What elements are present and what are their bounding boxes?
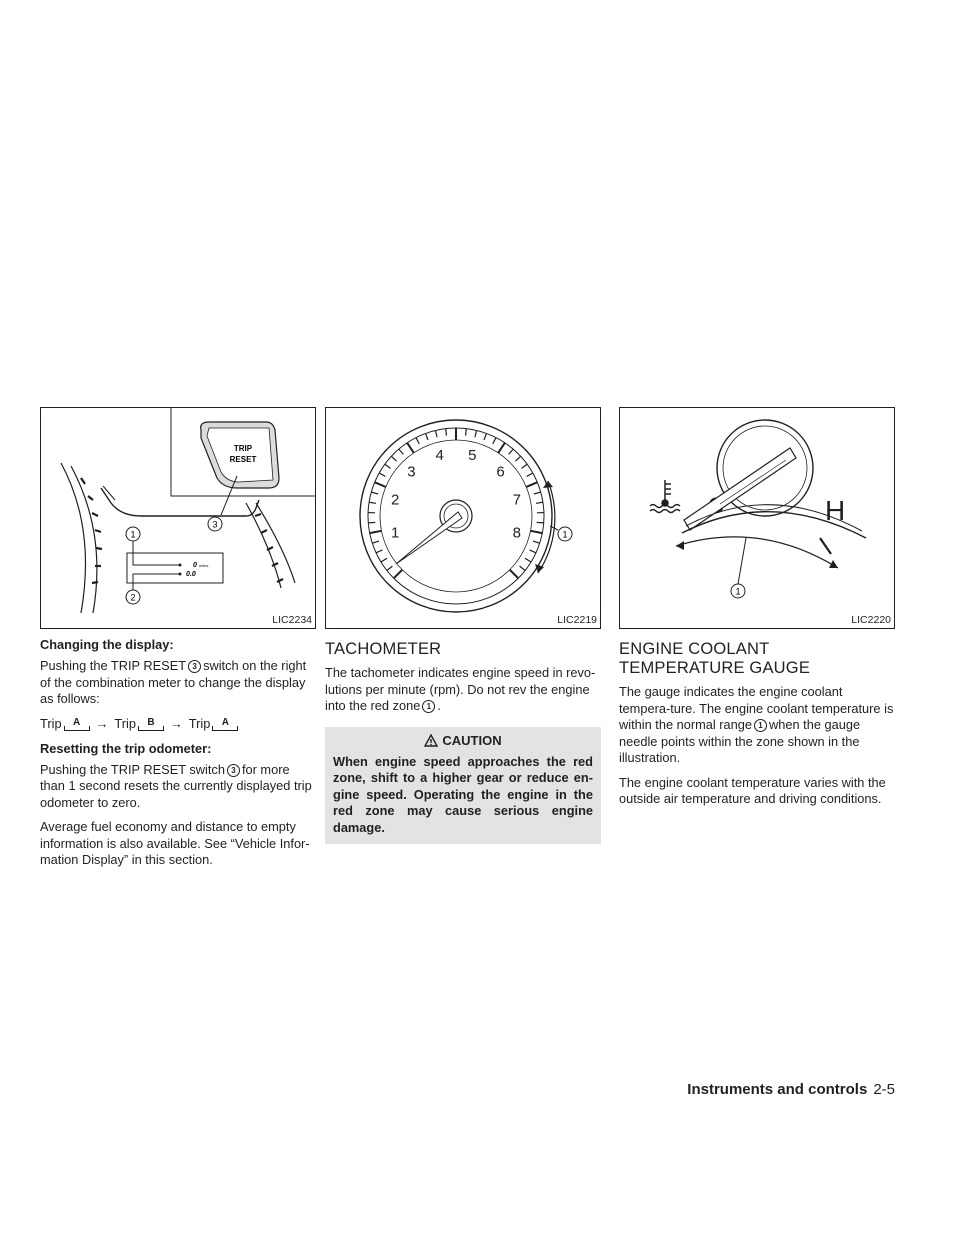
callout-3: 3 <box>212 519 218 530</box>
tach-tick <box>522 464 528 468</box>
tach-tick <box>498 443 505 453</box>
tach-tick <box>466 429 467 436</box>
callout-1: 1 <box>735 586 741 597</box>
tach-tick <box>534 492 541 494</box>
tach-tick <box>446 429 447 436</box>
column-tachometer <box>325 407 601 844</box>
tach-tick <box>531 531 543 533</box>
tach-tick <box>371 492 378 494</box>
display-value-2: 0.0 <box>186 571 196 578</box>
trip-word: Trip <box>114 715 136 731</box>
tach-tick <box>399 449 404 454</box>
tach-tick <box>435 430 437 437</box>
text: The gauge indicates the engine coolant tempera-ture. The engine coolant temperature is within the normal range <box>619 684 894 732</box>
tach-tick <box>376 550 382 553</box>
text: Pushing the TRIP RESET <box>40 658 187 673</box>
tach-dial-number: 7 <box>512 491 522 509</box>
figure-coolant-gauge <box>619 407 895 629</box>
tach-tick <box>391 456 396 461</box>
tachometer-illustration <box>326 408 600 628</box>
paragraph-average-fuel: Average fuel economy and distance to empty information is also available. See “Vehicle Infor-mation Display” in this section. <box>40 819 310 867</box>
heading-coolant-gauge: ENGINE COOLANT TEMPERATURE GAUGE <box>619 640 811 677</box>
caution-text: When engine speed approaches the red zone, shift to a higher gear or reduce en-gine speed. Operating the engine in the red zone may cause serious engine damage. <box>333 753 593 835</box>
callout-ref-3: 3 <box>227 764 240 777</box>
trip-reset-illustration <box>41 408 315 628</box>
heading-resetting-trip: Resetting the trip odometer: <box>40 740 212 756</box>
arrow: → <box>95 715 109 731</box>
trip-a-symbol: A <box>64 716 90 731</box>
tach-tick <box>426 433 428 440</box>
tach-tick <box>530 550 536 553</box>
column-coolant-gauge <box>619 407 895 816</box>
figure-code: LIC2219 <box>557 614 597 626</box>
figure-code: LIC2220 <box>851 614 891 626</box>
tach-dial-number: 8 <box>512 524 522 542</box>
text: when the gauge needle points within the zone shown in the illustration. <box>619 717 861 765</box>
gauge-label-h: H <box>825 495 846 526</box>
tach-tick <box>407 443 414 453</box>
display-unit-1: miles <box>199 563 209 568</box>
tach-tick <box>527 473 533 476</box>
callout-1: 1 <box>130 529 136 540</box>
tach-dial-number: 3 <box>407 463 416 481</box>
paragraph-tachometer <box>325 665 601 715</box>
callout-1: 1 <box>562 529 568 540</box>
paragraph-reset <box>40 762 316 812</box>
display-value-1: 0 <box>193 562 197 569</box>
warning-icon <box>424 734 438 747</box>
paragraph-coolant-1 <box>619 684 895 767</box>
tach-tick <box>493 438 496 444</box>
paragraph-coolant-2: The engine coolant temperature varies with the outside air temperature and driving conditions. <box>619 774 886 806</box>
tach-tick <box>525 558 531 562</box>
footer-section: Instruments and controls <box>687 1081 868 1098</box>
text: The tachometer indicates engine speed in revo-lutions per minute (rpm). Do not rev the engine into the red zone <box>325 665 596 713</box>
tach-tick <box>416 438 419 444</box>
tach-tick <box>381 558 387 562</box>
figure-code: LIC2234 <box>272 614 312 626</box>
button-label-reset: RESET <box>229 455 257 464</box>
trip-word: Trip <box>40 715 62 731</box>
tach-tick <box>515 456 520 461</box>
figure-tachometer <box>325 407 601 629</box>
tach-tick <box>372 541 379 543</box>
callout-ref-1: 1 <box>754 719 767 732</box>
tach-tick <box>385 464 391 468</box>
tach-tick <box>536 502 543 503</box>
tach-tick <box>379 473 385 476</box>
callout-2: 2 <box>130 592 136 603</box>
column-trip-display <box>40 407 316 877</box>
page-footer <box>619 1081 895 1098</box>
figure-trip-reset <box>40 407 316 629</box>
tach-dial-number: 5 <box>468 447 477 465</box>
trip-a-symbol: A <box>212 716 238 731</box>
tach-tick <box>475 430 477 437</box>
tach-tick <box>533 541 540 543</box>
arrow: → <box>169 715 183 731</box>
tach-dial-number: 6 <box>496 463 505 481</box>
tach-dial-number: 1 <box>390 524 400 542</box>
tach-tick <box>520 566 525 570</box>
button-label-trip: TRIP <box>233 444 253 453</box>
tach-tick <box>387 566 392 570</box>
tach-tick <box>370 531 382 533</box>
caution-title <box>333 733 593 748</box>
tach-tick <box>375 482 386 487</box>
callout-ref-3: 3 <box>188 660 201 673</box>
tach-dial-number: 2 <box>390 491 400 509</box>
text: for more than 1 second resets the currently displayed trip odometer to zero. <box>40 761 312 810</box>
coolant-temp-icon <box>650 480 680 513</box>
trip-word: Trip <box>188 715 211 731</box>
tach-tick <box>526 482 537 487</box>
trip-sequence <box>40 716 316 731</box>
trip-b-symbol: B <box>138 716 164 731</box>
tach-tick <box>537 522 544 523</box>
tach-dial-number: 4 <box>435 447 444 465</box>
tach-tick <box>509 449 514 454</box>
text: switch on the right of the combination meter to change the display as follows: <box>40 658 307 706</box>
caution-label: CAUTION <box>442 732 502 748</box>
text: . <box>437 698 441 713</box>
callout-ref-1: 1 <box>422 700 435 713</box>
tach-tick <box>394 570 402 578</box>
heading-changing-display: Changing the display: <box>40 637 174 652</box>
text: Pushing the TRIP RESET switch <box>40 761 225 777</box>
caution-box <box>325 727 601 845</box>
tach-tick <box>368 522 375 523</box>
tach-tick <box>369 502 376 503</box>
coolant-gauge-illustration <box>620 408 894 628</box>
tach-tick <box>484 433 486 440</box>
tach-tick <box>510 570 518 578</box>
paragraph-changing-display <box>40 658 316 708</box>
heading-tachometer: TACHOMETER <box>325 640 442 658</box>
page-number: 2-5 <box>873 1081 895 1098</box>
